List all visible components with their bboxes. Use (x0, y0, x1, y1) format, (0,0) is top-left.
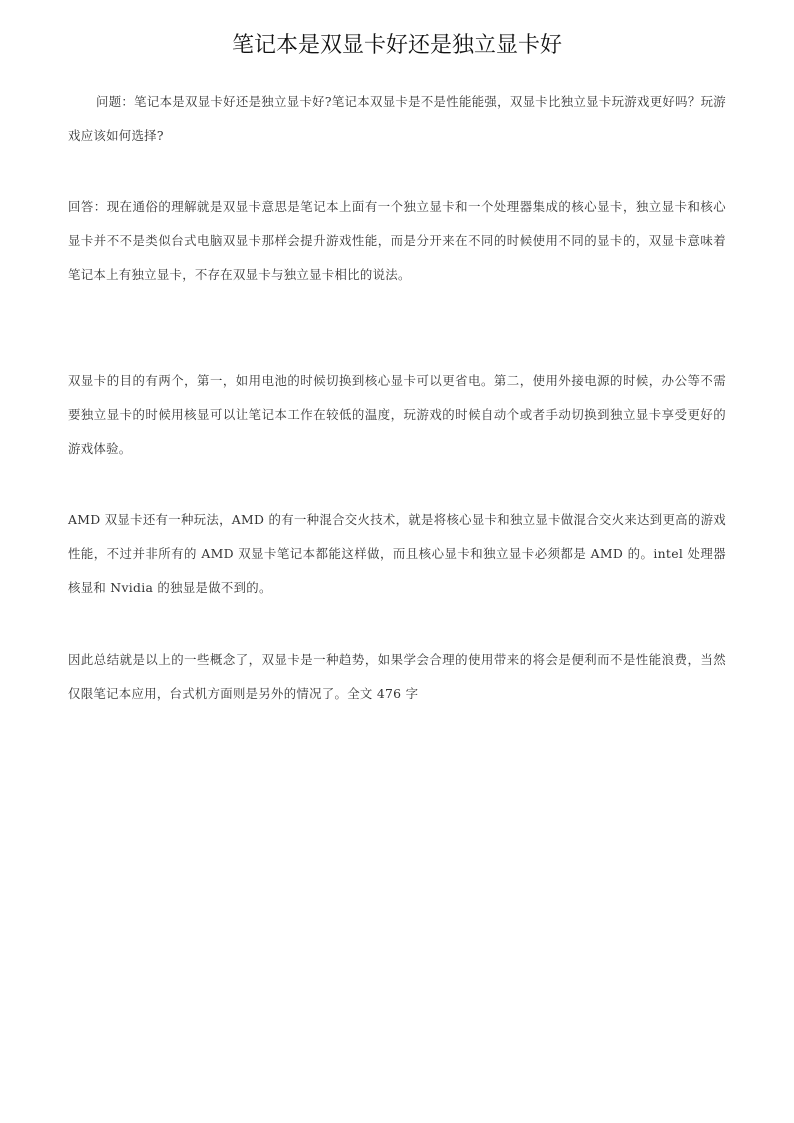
question-paragraph: 问题：笔记本是双显卡好还是独立显卡好?笔记本双显卡是不是性能能强，双显卡比独立显卡玩游戏更好吗？玩游戏应该如何选择? (68, 94, 726, 143)
summary-paragraph: 因此总结就是以上的一些概念了，双显卡是一种趋势，如果学会合理的使用带来的将会是便利而不是性能浪费，当然仅限笔记本应用，台式机方面则是另外的情况了。全文 476 字 (68, 652, 726, 701)
amd-paragraph: AMD 双显卡还有一种玩法，AMD 的有一种混合交火技术，就是将核心显卡和独立显卡做混合交火来达到更高的游戏性能，不过并非所有的 AMD 双显卡笔记本都能这样做，而且核心显卡和独立显卡必须都是 AMD 的。intel 处理器核显和 Nvidia 的独显是做不到的。 (68, 512, 726, 595)
purpose-paragraph: 双显卡的目的有两个，第一，如用电池的时候切换到核心显卡可以更省电。第二，使用外接电源的时候，办公等不需要独立显卡的时候用核显可以让笔记本工作在较低的温度，玩游戏的时候自动个或者手动切换到独立显卡享受更好的游戏体验。 (68, 373, 726, 456)
page-title: 笔记本是双显卡好还是独立显卡好 (231, 33, 562, 58)
answer-paragraph: 回答：现在通俗的理解就是双显卡意思是笔记本上面有一个独立显卡和一个处理器集成的核心显卡，独立显卡和核心显卡并不不是类似台式电脑双显卡那样会提升游戏性能，而是分开来在不同的时候使用不同的显卡的，双显卡意味着笔记本上有独立显卡，不存在双显卡与独立显卡相比的说法。 (68, 199, 726, 282)
